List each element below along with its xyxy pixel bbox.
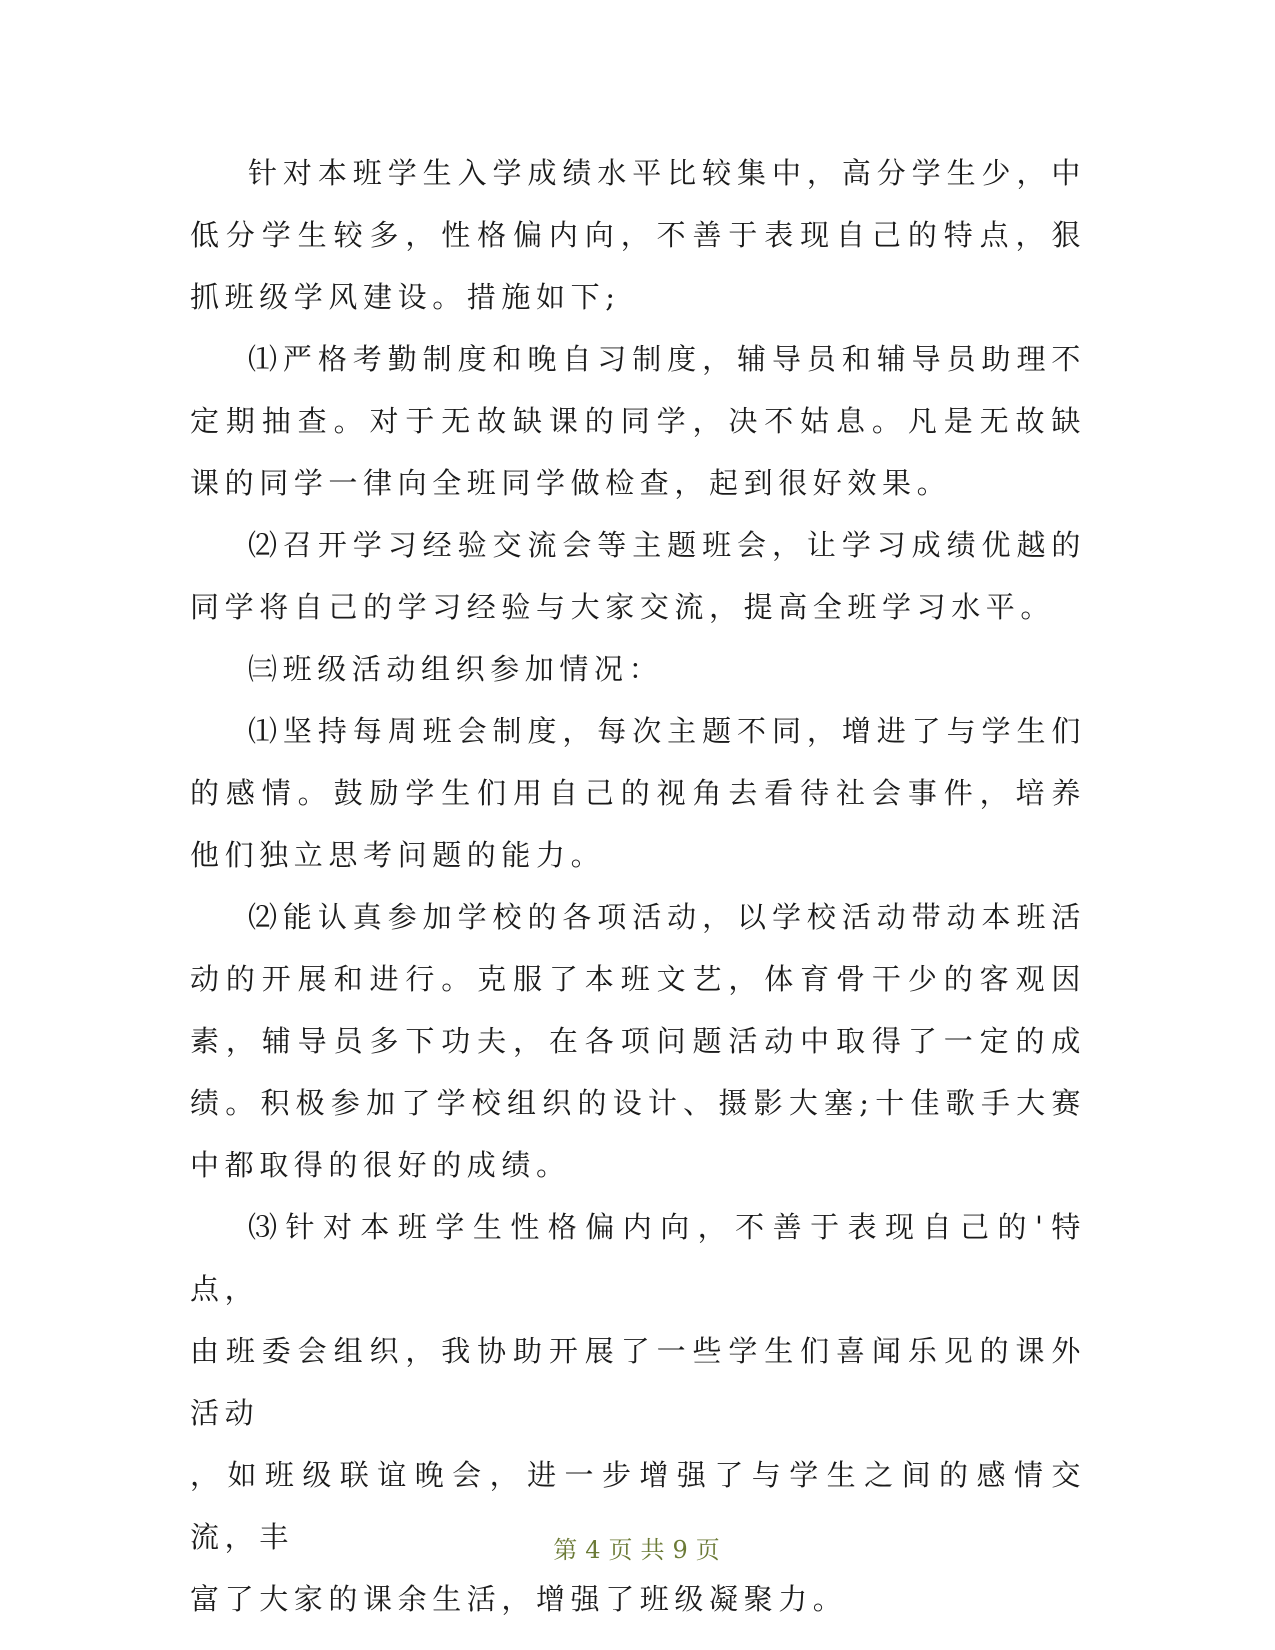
footer-total-label: 共 — [640, 1536, 667, 1564]
paragraph-7-line-4: 富了大家的课余生活，增强了班级凝聚力。 — [190, 1582, 848, 1616]
paragraph-6: ⑵能认真参加学校的各项活动，以学校活动带动本班活动的开展和进行。克服了本班文艺，体育骨干少的客观因素，辅导员多下功夫，在各项问题活动中取得了一定的成绩。积极参加了学校组织的设计、摄影大塞;十佳歌手大赛中都取得的很好的成绩。 — [190, 900, 1086, 1182]
paragraph-4: ㈢班级活动组织参加情况： — [248, 652, 664, 686]
footer-total-pages: 9 — [672, 1536, 690, 1564]
paragraph-7-line-2: 由班委会组织，我协助开展了一些学生们喜闻乐见的课外活动 — [190, 1334, 1086, 1430]
footer-page-number: 4 — [585, 1536, 603, 1564]
footer-prefix: 第 — [553, 1536, 580, 1564]
paragraph-2: ⑴严格考勤制度和晚自习制度，辅导员和辅导员助理不定期抽查。对于无故缺课的同学，决不姑息。凡是无故缺课的同学一律向全班同学做检查，起到很好效果。 — [190, 342, 1086, 500]
paragraph-7-line-1: ⑶针对本班学生性格偏内向，不善于表现自己的'特点， — [190, 1210, 1086, 1306]
paragraph-1: 针对本班学生入学成绩水平比较集中，高分学生少，中低分学生较多，性格偏内向，不善于表现自己的特点，狠抓班级学风建设。措施如下; — [190, 156, 1086, 314]
footer-page-label: 页 — [608, 1536, 635, 1564]
paragraph-3: ⑵召开学习经验交流会等主题班会，让学习成绩优越的同学将自己的学习经验与大家交流，提高全班学习水平。 — [190, 528, 1086, 624]
paragraph-7-line-3: ，如班级联谊晚会，进一步增强了与学生之间的感情交流，丰 — [190, 1458, 1086, 1554]
paragraph-5: ⑴坚持每周班会制度，每次主题不同，增进了与学生们的感情。鼓励学生们用自己的视角去看待社会事件，培养他们独立思考问题的能力。 — [190, 714, 1086, 872]
page-footer — [0, 1530, 1275, 1565]
document-body — [190, 142, 1086, 1630]
footer-suffix: 页 — [695, 1536, 722, 1564]
